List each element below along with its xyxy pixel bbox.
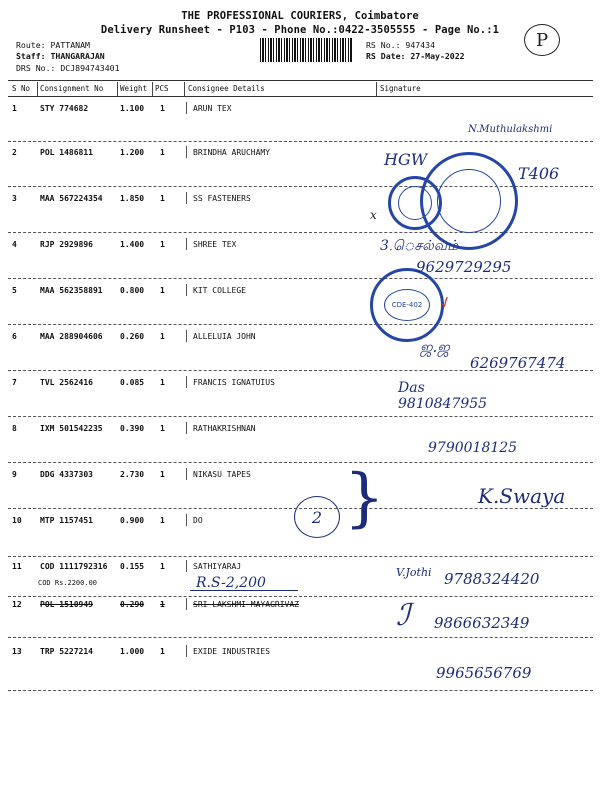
row-consignee: DO <box>193 516 203 525</box>
row-consignee: KIT COLLEGE <box>193 286 246 295</box>
row-divider <box>186 468 187 480</box>
row-consignment-no: IXM 501542235 <box>40 424 103 433</box>
row-sno: 4 <box>12 240 17 249</box>
handwritten-phone: 9790018125 <box>428 440 518 456</box>
drs-label: DRS No.: DCJ894743401 <box>16 63 120 73</box>
row-pcs: 1 <box>160 647 165 656</box>
col-divider <box>117 82 118 96</box>
row-pcs: 1 <box>160 148 165 157</box>
row-sno: 2 <box>12 148 17 157</box>
row-consignment-no: TVL 2562416 <box>40 378 93 387</box>
row-pcs: 1 <box>160 194 165 203</box>
row-sno: 7 <box>12 378 17 387</box>
row-pcs: 1 <box>160 424 165 433</box>
handwritten-signature: HGW <box>384 150 428 169</box>
handwritten-signature: 3.ெசல்வம் <box>380 238 459 254</box>
handwritten-signature: Das <box>398 380 425 396</box>
row-pcs: 1 <box>160 562 165 571</box>
col-divider <box>152 82 153 96</box>
row-divider <box>186 645 187 657</box>
row-pcs: 1 <box>160 470 165 479</box>
row-sno: 9 <box>12 470 17 479</box>
row-weight: 0.800 <box>120 286 145 295</box>
row-weight: 0.290 <box>120 600 145 609</box>
row-divider <box>186 514 187 526</box>
col-header-consignment: Consignment No <box>40 84 104 93</box>
row-sno: 6 <box>12 332 17 341</box>
handwritten-signature: T406 <box>518 164 560 183</box>
circled-number-text: 2 <box>311 507 323 527</box>
row-consignee: NIKASU TAPES <box>193 470 251 479</box>
handwritten-mark: x <box>370 208 377 222</box>
stamp-code: CDE-402 <box>391 301 423 309</box>
handwritten-phone: 9810847955 <box>398 396 488 412</box>
row-weight: 1.400 <box>120 240 145 249</box>
handwritten-cod-amount: R.S-2,200 <box>196 575 266 591</box>
col-divider <box>376 82 377 96</box>
row-pcs: 1 <box>160 332 165 341</box>
row-weight: 0.260 <box>120 332 145 341</box>
row-divider <box>186 102 187 114</box>
row-divider <box>186 560 187 572</box>
row-pcs: 1 <box>160 240 165 249</box>
row-consignment-no: DDG 4337303 <box>40 470 93 479</box>
cod-amount-note: COD Rs.2200.00 <box>38 579 98 587</box>
company-title: THE PROFESSIONAL COURIERS, Coimbatore <box>181 10 419 22</box>
row-separator <box>8 462 593 463</box>
handwritten-signature: V.Jothi <box>396 566 432 579</box>
row-consignment-no: MTP 1157451 <box>40 516 93 525</box>
row-pcs: 1 <box>160 286 165 295</box>
row-consignment-no: TRP 5227214 <box>40 647 93 656</box>
handwritten-circled-number <box>294 496 340 538</box>
row-separator <box>8 416 593 417</box>
handwritten-phone: 9965656769 <box>436 664 532 682</box>
row-sno: 8 <box>12 424 17 433</box>
row-pcs: 1 <box>160 600 165 609</box>
route-label: Route: PATTANAM <box>16 40 90 50</box>
row-weight: 1.000 <box>120 647 145 656</box>
row-sno: 10 <box>12 516 22 525</box>
rs-number: RS No.: 947434 <box>366 40 436 50</box>
row-consignee: RATHAKRISHNAN <box>193 424 256 433</box>
col-divider <box>184 82 185 96</box>
barcode <box>260 38 352 62</box>
row-separator <box>8 278 593 279</box>
header-top-rule <box>8 80 593 81</box>
row-consignment-no: MAA 567224354 <box>40 194 103 203</box>
handwritten-signature: N.Muthulakshmi <box>468 124 553 135</box>
row-divider <box>186 284 187 296</box>
row-weight: 2.730 <box>120 470 145 479</box>
col-header-pcs: PCS <box>155 84 169 93</box>
rs-date: RS Date: 27-May-2022 <box>366 51 465 61</box>
page-mark: P <box>535 29 549 51</box>
row-consignee: ARUN TEX <box>193 104 232 113</box>
stamp-seal <box>370 268 444 342</box>
row-consignee: FRANCIS IGNATUIUS <box>193 378 275 387</box>
handwritten-brace: } <box>344 461 385 535</box>
runsheet-title: Delivery Runsheet - P103 - Phone No.:0422-3505555 - Page No.:1 <box>100 24 500 36</box>
row-consignment-no: STY 774682 <box>40 104 89 113</box>
handwritten-underline <box>190 590 298 591</box>
row-pcs: 1 <box>160 378 165 387</box>
row-sno: 13 <box>12 647 22 656</box>
row-weight: 1.100 <box>120 104 145 113</box>
row-consignment-no: POL 1510949 <box>40 600 93 609</box>
header-bottom-rule <box>8 96 593 97</box>
col-header-sno: S No <box>12 84 31 93</box>
page-mark-circle <box>524 24 560 56</box>
row-divider <box>186 238 187 250</box>
row-consignee: ALLELUIA JOHN <box>193 332 256 341</box>
row-consignment-no: RJP 2929896 <box>40 240 93 249</box>
row-separator <box>8 556 593 557</box>
row-separator <box>8 690 593 691</box>
row-separator <box>8 637 593 638</box>
row-divider <box>186 422 187 434</box>
row-divider <box>186 146 187 158</box>
handwritten-phone: 9866632349 <box>434 614 530 632</box>
handwritten-phone: 9788324420 <box>444 570 540 588</box>
row-consignee: SS FASTENERS <box>193 194 251 203</box>
row-pcs: 1 <box>160 516 165 525</box>
row-sno: 12 <box>12 600 22 609</box>
col-header-consignee: Consignee Details <box>188 84 265 93</box>
row-separator <box>8 141 593 142</box>
row-consignment-no: MAA 562358891 <box>40 286 103 295</box>
row-sno: 1 <box>12 104 17 113</box>
handwritten-signature: ஜ.ஜ <box>420 338 450 356</box>
row-pcs: 1 <box>160 104 165 113</box>
row-weight: 0.085 <box>120 378 145 387</box>
row-separator <box>8 324 593 325</box>
row-consignment-no: MAA 288904606 <box>40 332 103 341</box>
row-separator <box>8 596 593 597</box>
row-consignment-no: POL 1486811 <box>40 148 93 157</box>
row-consignee: BRINDHA ARUCHAMY <box>193 148 271 157</box>
row-consignee: SATHIYARAJ <box>193 562 242 571</box>
handwritten-phone: 6269767474 <box>470 354 566 372</box>
row-consignment-no: COD 1111792316 <box>40 562 108 571</box>
handwritten-signature: ℐ <box>396 598 411 633</box>
row-sno: 11 <box>12 562 22 571</box>
row-divider <box>186 330 187 342</box>
handwritten-phone: 9629729295 <box>416 258 512 276</box>
row-divider <box>186 598 187 610</box>
row-weight: 0.900 <box>120 516 145 525</box>
row-weight: 0.155 <box>120 562 145 571</box>
handwritten-signature: K.Swaya <box>478 484 566 508</box>
stamp-seal <box>420 152 518 250</box>
row-consignee: EXIDE INDUSTRIES <box>193 647 271 656</box>
row-divider <box>186 376 187 388</box>
col-header-weight: Weight <box>120 84 148 93</box>
col-divider <box>37 82 38 96</box>
row-consignee: SRI LAKSHMI MAYAGRIVAZ <box>193 600 299 609</box>
col-header-signature: Signature <box>380 84 421 93</box>
row-consignee: SHREE TEX <box>193 240 237 249</box>
row-weight: 1.200 <box>120 148 145 157</box>
row-divider <box>186 192 187 204</box>
row-sno: 3 <box>12 194 17 203</box>
row-weight: 0.390 <box>120 424 145 433</box>
row-weight: 1.850 <box>120 194 145 203</box>
staff-label: Staff: THANGARAJAN <box>16 51 105 61</box>
red-pen-mark: ✓ <box>436 290 455 315</box>
row-sno: 5 <box>12 286 17 295</box>
